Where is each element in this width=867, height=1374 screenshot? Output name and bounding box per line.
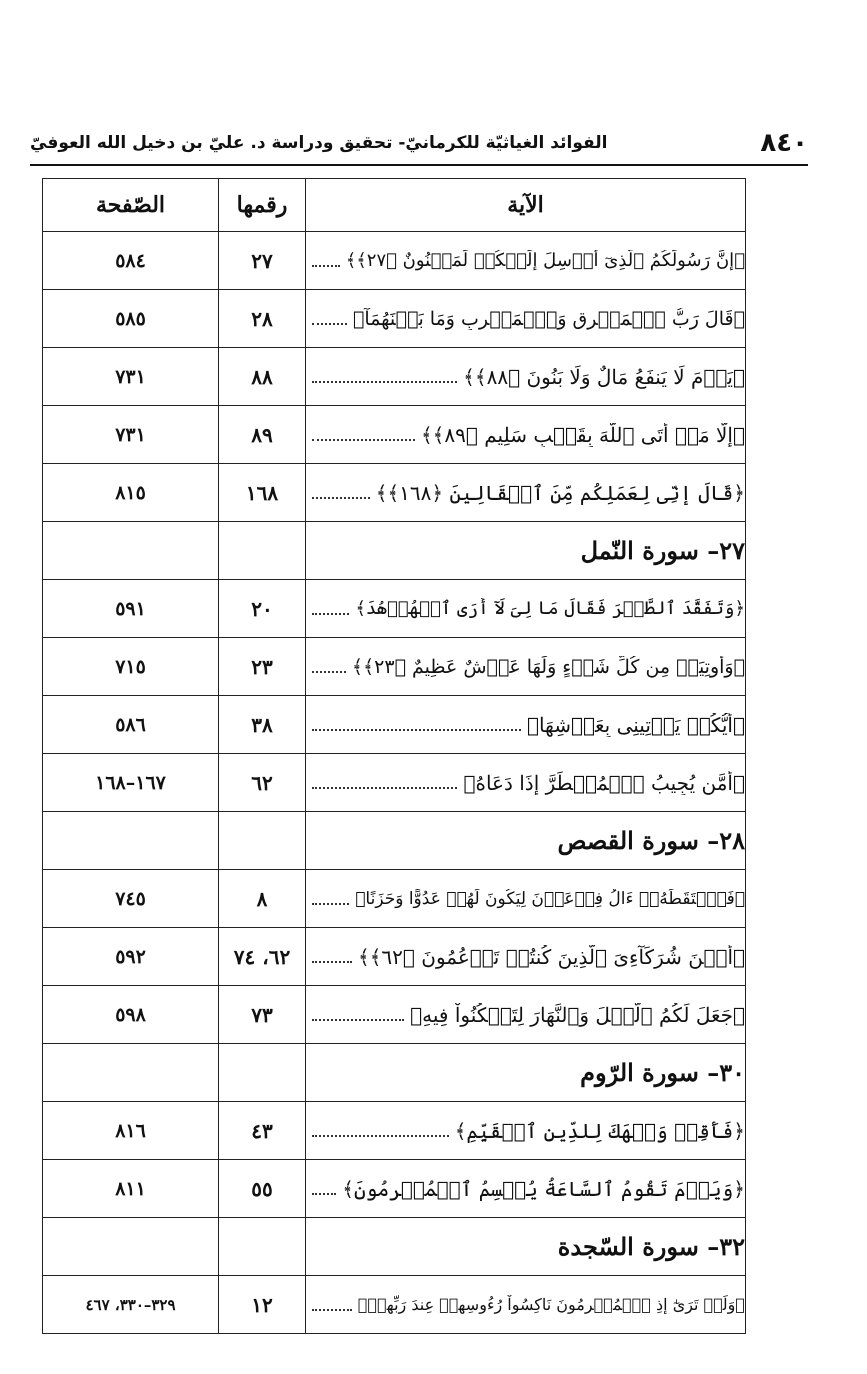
- table-body: [43, 232, 746, 1334]
- leader-dots: [312, 1009, 404, 1021]
- ayah-cell: [306, 1102, 746, 1160]
- table-row: [43, 1276, 746, 1334]
- ayah-number: ٢٧: [219, 232, 306, 290]
- page-reference: ٥٨٥: [43, 290, 219, 348]
- empty-cell: [43, 1218, 219, 1276]
- page-reference: ٧٣١: [43, 406, 219, 464]
- ayah-number: ٤٣: [219, 1102, 306, 1160]
- ayah-text: ﴿يَوۡمَ لَا يَنفَعُ مَالٌ وَلَا بَنُونَ ﴿٨٨﴾﴾: [463, 364, 745, 389]
- page-reference: ٣٢٩–٣٣٠، ٤٦٧: [43, 1276, 219, 1334]
- leader-dots: [312, 1125, 449, 1137]
- ayah-number: ١٢: [219, 1276, 306, 1334]
- surah-title: ٢٨– سورة القصص: [306, 812, 746, 870]
- page-number: ٨٤٠: [760, 128, 808, 158]
- ayah-number: ٨٨: [219, 348, 306, 406]
- surah-heading-row: [43, 1218, 746, 1276]
- leader-dots: [312, 777, 457, 789]
- ayah-cell: [306, 986, 746, 1044]
- surah-heading-row: [43, 1044, 746, 1102]
- empty-cell: [43, 522, 219, 580]
- ayah-number: ٥٥: [219, 1160, 306, 1218]
- page-reference: ٥٨٦: [43, 696, 219, 754]
- leader-dots: [312, 603, 349, 615]
- header-number: رقمها: [219, 179, 306, 232]
- leader-dots: [312, 429, 415, 441]
- ayah-text: ﴿جَعَلَ لَكُمُ ٱلَّيۡلَ وَٱلنَّهَارَ لِتَسۡكُنُواْ فِيهِ﴾: [410, 1002, 745, 1027]
- leader-dots: [312, 371, 457, 383]
- leader-dots: [312, 893, 349, 905]
- ayah-cell: [306, 870, 746, 928]
- page-reference: ٧٤٥: [43, 870, 219, 928]
- ayah-cell: [306, 1160, 746, 1218]
- ayah-text: ﴿إِلَّا مَنۡ أَتَى ٱللَّهَ بِقَلۡبٍ سَلِيمٍ ﴿٨٩﴾﴾: [420, 422, 745, 447]
- page-reference: ٧١٥: [43, 638, 219, 696]
- ayah-cell: [306, 1276, 746, 1334]
- empty-cell: [219, 812, 306, 870]
- ayah-number: ١٦٨: [219, 464, 306, 522]
- table-row: [43, 696, 746, 754]
- table-row: [43, 580, 746, 638]
- ayah-text: ﴿قَالَ رَبُّ ٱلۡمَشۡرِقِ وَٱلۡمَغۡرِبِ وَمَا بَيۡنَهُمَآ﴾: [353, 307, 745, 330]
- surah-title: ٣٢– سورة السّجدة: [306, 1218, 746, 1276]
- ayah-cell: [306, 754, 746, 812]
- page-reference: ٨١٥: [43, 464, 219, 522]
- ayah-text: ﴿قَالَ إِنِّى لِعَمَلِكُم مِّنَ ٱلۡقَالِينَ ﴿١٦٨﴾﴾: [375, 480, 745, 505]
- ayah-text: ﴿وَتَفَقَّدَ ٱلطَّيۡرَ فَقَالَ مَا لِىَ لَآ أَرَى ٱلۡهُدۡهُدَ﴾: [355, 598, 745, 619]
- ayah-text: ﴿أَيُّكُمۡ يَأۡتِينِى بِعَرۡشِهَا﴾: [526, 712, 745, 737]
- page-reference: ٥٩٨: [43, 986, 219, 1044]
- ayah-number: ٨: [219, 870, 306, 928]
- header-page: الصّفحة: [43, 179, 219, 232]
- leader-dots: [312, 661, 346, 673]
- ayah-text: ﴿وَأُوتِيَتۡ مِن كُلِّ شَىۡءٍ وَلَهَا عَرۡشٌ عَظِيمٌ ﴿٢٣﴾﴾: [351, 655, 745, 678]
- ayah-cell: [306, 290, 746, 348]
- page-reference: ٧٣١: [43, 348, 219, 406]
- table-row: [43, 232, 746, 290]
- ayah-number: ٢٨: [219, 290, 306, 348]
- ayah-cell: [306, 928, 746, 986]
- table-row: [43, 464, 746, 522]
- ayah-number: ٢٣: [219, 638, 306, 696]
- page-reference: ٥٩١: [43, 580, 219, 638]
- ayah-cell: [306, 406, 746, 464]
- ayah-text: ﴿فَٱلۡتَقَطَهُۥٓ ءَالُ فِرۡعَوۡنَ لِيَكُونَ لَهُمۡ عَدُوًّا وَحَزَنًا﴾: [355, 888, 745, 909]
- surah-title: ٢٧– سورة النّمل: [306, 522, 746, 580]
- table-row: [43, 928, 746, 986]
- leader-dots: [312, 255, 340, 267]
- table-row: [43, 638, 746, 696]
- header-rule: [30, 164, 808, 166]
- empty-cell: [219, 1218, 306, 1276]
- ayah-text: ﴿أَيۡنَ شُرَكَآءِىَ ٱلَّذِينَ كُنتُمۡ تَزۡعُمُونَ ﴿٦٢﴾﴾: [357, 944, 745, 969]
- ayah-cell: [306, 348, 746, 406]
- ayah-number: ٣٨: [219, 696, 306, 754]
- leader-dots: [312, 487, 370, 499]
- ayah-cell: [306, 580, 746, 638]
- ayah-cell: [306, 638, 746, 696]
- table-row: [43, 406, 746, 464]
- empty-cell: [43, 1044, 219, 1102]
- ayah-number: ٦٢: [219, 754, 306, 812]
- header-ayah: الآية: [306, 179, 746, 232]
- ayah-text: ﴿وَيَوۡمَ تَقُومُ ٱلسَّاعَةُ يُقۡسِمُ ٱلۡمُجۡرِمُونَ﴾: [342, 1176, 745, 1201]
- running-title: الفوائد الغياثيّة للكرمانيّ- تحقيق ودراسة د. عليّ بن دخيل الله العوفيّ: [30, 133, 608, 153]
- table-row: [43, 870, 746, 928]
- ayah-text: ﴿إِنَّ رَسُولَكُمُ ٱلَّذِىٓ أُرۡسِلَ إِلَيۡكُمۡ لَمَجۡنُونٌ ﴿٢٧﴾﴾: [345, 250, 745, 271]
- table-row: [43, 986, 746, 1044]
- page-reference: ٨١٦: [43, 1102, 219, 1160]
- page-reference: ١٦٧–١٦٨: [43, 754, 219, 812]
- surah-heading-row: [43, 812, 746, 870]
- table-row: [43, 1160, 746, 1218]
- empty-cell: [219, 1044, 306, 1102]
- leader-dots: [312, 951, 352, 963]
- empty-cell: [43, 812, 219, 870]
- table-row: [43, 348, 746, 406]
- verse-index-table: [42, 178, 746, 1334]
- table-header-row: [43, 179, 746, 232]
- surah-title: ٣٠– سورة الرّوم: [306, 1044, 746, 1102]
- leader-dots: [312, 1183, 336, 1195]
- running-header: [30, 128, 808, 162]
- ayah-text: ﴿وَلَوۡ تَرَىٰٓ إِذِ ٱلۡمُجۡرِمُونَ نَاكِسُواْ رُءُوسِهِمۡ عِندَ رَبِّهِمۡ﴾: [357, 1295, 745, 1314]
- table-row: [43, 290, 746, 348]
- leader-dots: [312, 313, 347, 325]
- leader-dots: [312, 1299, 352, 1311]
- surah-heading-row: [43, 522, 746, 580]
- ayah-number: ٨٩: [219, 406, 306, 464]
- empty-cell: [219, 522, 306, 580]
- ayah-text: ﴿فَأَقِمۡ وَجۡهَكَ لِلدِّينِ ٱلۡقَيِّمِ﴾: [454, 1118, 745, 1143]
- page-reference: ٥٨٤: [43, 232, 219, 290]
- ayah-text: ﴿أَمَّن يُجِيبُ ٱلۡمُضۡطَرَّ إِذَا دَعَاهُ﴾: [463, 770, 745, 795]
- ayah-number: ٢٠: [219, 580, 306, 638]
- ayah-cell: [306, 232, 746, 290]
- ayah-number: ٧٣: [219, 986, 306, 1044]
- ayah-number: ٦٢، ٧٤: [219, 928, 306, 986]
- ayah-cell: [306, 696, 746, 754]
- page-reference: ٥٩٢: [43, 928, 219, 986]
- page-reference: ٨١١: [43, 1160, 219, 1218]
- leader-dots: [312, 719, 521, 731]
- table-row: [43, 1102, 746, 1160]
- table-row: [43, 754, 746, 812]
- ayah-cell: [306, 464, 746, 522]
